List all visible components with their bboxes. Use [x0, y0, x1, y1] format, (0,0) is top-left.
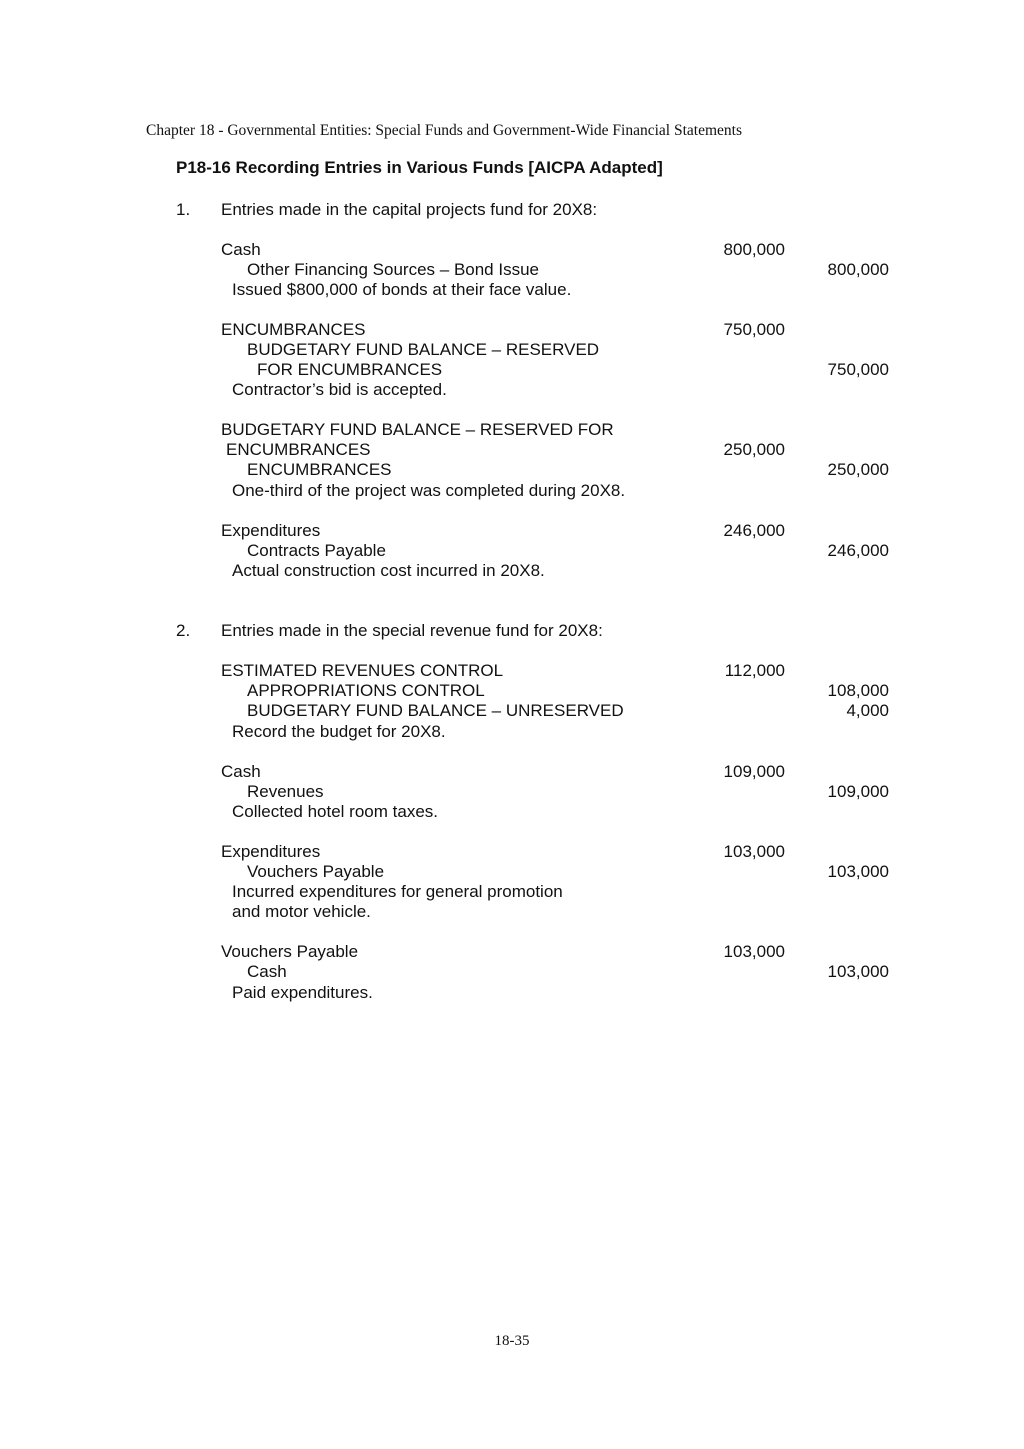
credit-amount: 4,000: [846, 701, 889, 720]
credit-amount: 750,000: [827, 360, 889, 379]
page-number: 18-35: [494, 1333, 530, 1349]
account-text: Revenues: [247, 782, 324, 801]
debit-amount: 250,000: [723, 440, 785, 459]
journal-line: [221, 902, 891, 922]
account-text: Contracts Payable: [247, 541, 386, 560]
account-text: APPROPRIATIONS CONTROL: [247, 681, 485, 700]
credit-amount: 109,000: [827, 782, 889, 801]
journal-line: [221, 762, 891, 782]
journal-line: [221, 561, 891, 581]
credit-amount: 800,000: [827, 260, 889, 279]
account-text: ENCUMBRANCES: [221, 320, 366, 339]
journal-line: [221, 722, 891, 742]
credit-amount: 108,000: [827, 681, 889, 700]
journal-line: [221, 280, 891, 300]
journal-line: [221, 862, 891, 882]
credit-amount: 103,000: [827, 862, 889, 881]
section-intro: Entries made in the special revenue fund for 20X8:: [221, 621, 603, 640]
account-text: ESTIMATED REVENUES CONTROL: [221, 661, 504, 680]
journal-line: [221, 360, 891, 380]
account-text: BUDGETARY FUND BALANCE – RESERVED: [247, 340, 600, 359]
entry-description: Collected hotel room taxes.: [232, 802, 438, 821]
entry-description: Issued $800,000 of bonds at their face value.: [232, 280, 572, 299]
section-number: 1.: [176, 200, 191, 219]
journal-line: [221, 380, 891, 400]
account-text: FOR ENCUMBRANCES: [257, 360, 443, 379]
entry-description: Actual construction cost incurred in 20X8.: [232, 561, 545, 580]
account-text: ENCUMBRANCES: [247, 460, 392, 479]
account-text: BUDGETARY FUND BALANCE – UNRESERVED: [247, 701, 624, 720]
debit-amount: 103,000: [723, 842, 785, 861]
journal-line: [221, 240, 891, 260]
journal-line: [221, 983, 891, 1003]
journal-line: [221, 340, 891, 360]
chapter-header: Chapter 18 - Governmental Entities: Special Funds and Government-Wide Financial Statements: [146, 122, 742, 139]
account-text: Expenditures: [221, 842, 321, 861]
entry-description: One-third of the project was completed during 20X8.: [232, 481, 626, 500]
debit-amount: 750,000: [723, 320, 785, 339]
problem-title: P18-16 Recording Entries in Various Funds [AICPA Adapted]: [176, 158, 663, 177]
account-text: Cash: [221, 762, 261, 781]
journal-line: [221, 962, 891, 982]
account-text: Cash: [221, 240, 261, 259]
journal-line: [221, 681, 891, 701]
journal-line: [221, 942, 891, 962]
journal-line: [221, 440, 891, 460]
journal-line: [221, 782, 891, 802]
account-text: Vouchers Payable: [221, 942, 359, 961]
journal-line: [221, 481, 891, 501]
account-text: Expenditures: [221, 521, 321, 540]
credit-amount: 103,000: [827, 962, 889, 981]
entry-description: Incurred expenditures for general promotion: [232, 882, 563, 901]
journal-line: [221, 521, 891, 541]
debit-amount: 246,000: [723, 521, 785, 540]
credit-amount: 250,000: [827, 460, 889, 479]
journal-line: [221, 661, 891, 681]
debit-amount: 109,000: [723, 762, 785, 781]
journal-line: [221, 320, 891, 340]
account-text: Vouchers Payable: [247, 862, 385, 881]
journal-line: [221, 701, 891, 721]
account-text: Other Financing Sources – Bond Issue: [247, 260, 539, 279]
debit-amount: 103,000: [723, 942, 785, 961]
credit-amount: 246,000: [827, 541, 889, 560]
journal-line: [221, 460, 891, 480]
journal-line: [221, 420, 891, 440]
journal-line: [221, 260, 891, 280]
debit-amount: 800,000: [723, 240, 785, 259]
journal-line: [221, 802, 891, 822]
account-text: BUDGETARY FUND BALANCE – RESERVED FOR: [221, 420, 614, 439]
account-text: Cash: [247, 962, 287, 981]
journal-line: [221, 882, 891, 902]
account-text: ENCUMBRANCES: [226, 440, 371, 459]
section-number: 2.: [176, 621, 191, 640]
entry-description: and motor vehicle.: [232, 902, 371, 921]
entry-description: Contractor’s bid is accepted.: [232, 380, 447, 399]
entry-description: Record the budget for 20X8.: [232, 722, 446, 741]
debit-amount: 112,000: [724, 661, 785, 680]
entry-description: Paid expenditures.: [232, 983, 373, 1002]
section-intro: Entries made in the capital projects fund for 20X8:: [221, 200, 598, 219]
journal-line: [221, 842, 891, 862]
journal-line: [221, 541, 891, 561]
